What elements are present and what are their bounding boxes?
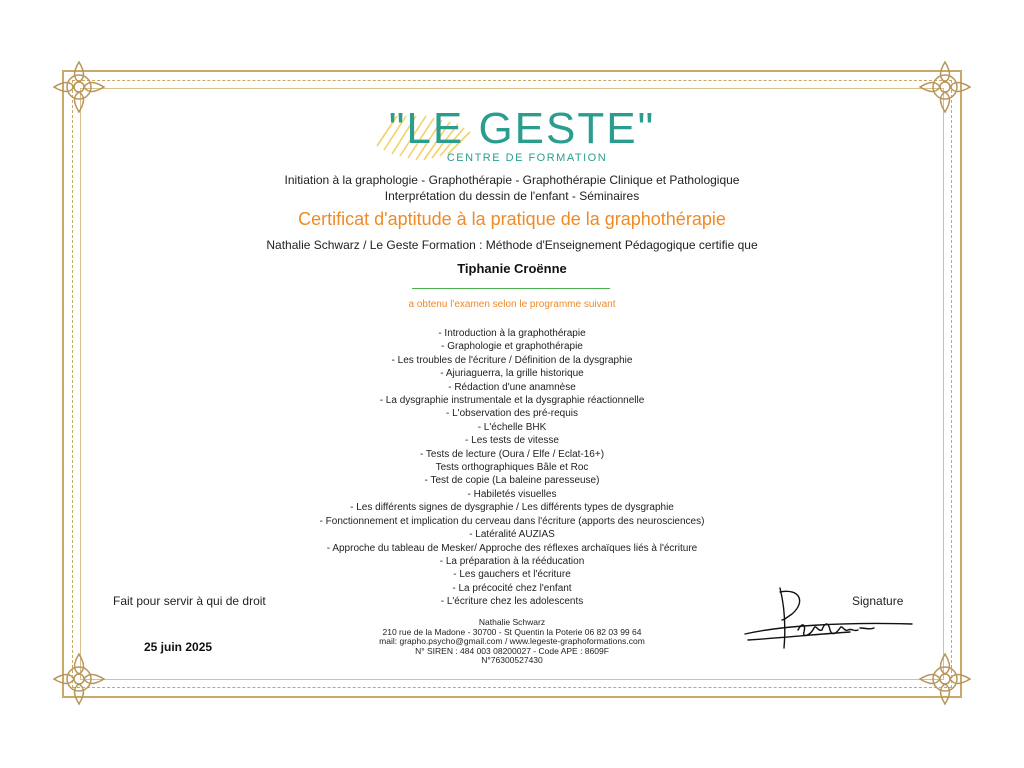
- program-item: - La précocité chez l'enfant: [452, 582, 572, 594]
- program-item: - L'observation des pré-requis: [446, 408, 578, 420]
- program-item: - L'écriture chez les adolescents: [440, 596, 584, 608]
- ornament-corner-icon: [916, 58, 974, 116]
- brand-logo: [372, 96, 672, 166]
- certificate-title: Certificat d'aptitude à la pratique de la graphothérapie: [298, 209, 726, 229]
- certifies-text: Nathalie Schwarz / Le Geste Formation : Méthode d'Enseignement Pédagogique certifie que: [266, 238, 758, 252]
- recipient-underline: [412, 288, 610, 289]
- header-line-2: Interprétation du dessin de l'enfant - Séminaires: [384, 189, 640, 203]
- footer-line: Nathalie Schwarz: [478, 617, 546, 627]
- footer-line: mail: grapho.psycho@gmail.com / www.legeste-graphoformations.com: [379, 636, 645, 647]
- program-list: [0, 327, 1024, 609]
- program-item: - Habiletés visuelles: [467, 488, 557, 500]
- program-item: - Graphologie et graphothérapie: [441, 341, 583, 353]
- program-item: - Ajuriaguerra, la grille historique: [440, 368, 584, 380]
- header-line-1: Initiation à la graphologie - Graphothérapie - Graphothérapie Clinique et Pathologique: [284, 173, 740, 187]
- program-item: - Les troubles de l'écriture / Définition de la dysgraphie: [391, 354, 633, 366]
- program-item: - Approche du tableau de Mesker/ Approche des réflexes archaïques liés à l'écriture: [326, 542, 698, 554]
- program-item: - Les gauchers et l'écriture: [453, 569, 571, 581]
- program-item: - Rédaction d'une anamnèse: [448, 381, 576, 393]
- obtained-text: a obtenu l'examen selon le programme suivant: [408, 299, 616, 310]
- program-item: - Fonctionnement et implication du cerveau dans l'écriture (apports des neurosciences): [319, 515, 705, 527]
- program-item: - Tests de lecture (Oura / Elfe / Eclat-16+): [419, 448, 605, 460]
- program-item: - Les tests de vitesse: [465, 435, 559, 447]
- signature-label: Signature: [852, 594, 904, 608]
- logo-subtitle: CENTRE DE FORMATION: [446, 152, 608, 164]
- program-item: - Les différents signes de dysgraphie / Les différents types de dysgraphie: [350, 502, 674, 514]
- footer-line: N°76300527430: [481, 655, 543, 666]
- program-item: - L'échelle BHK: [477, 421, 547, 433]
- program-item: - Latéralité AUZIAS: [469, 529, 555, 541]
- program-item: - La dysgraphie instrumentale et la dysgraphie réactionnelle: [379, 395, 645, 407]
- footer-line: N° SIREN : 484 003 08200027 - Code APE : 8609F: [415, 645, 609, 656]
- ornament-corner-icon: [50, 58, 108, 116]
- issue-date: 25 juin 2025: [144, 640, 213, 654]
- program-item: Tests orthographiques Bâle et Roc: [435, 462, 589, 474]
- footer-line: 210 rue de la Madone - 30700 - St Quentin la Poterie 06 82 03 99 64: [382, 626, 642, 637]
- footer-contact: [0, 618, 1024, 666]
- logo-title: "LE GESTE": [388, 104, 656, 153]
- program-item: - Introduction à la graphothérapie: [438, 328, 586, 339]
- recipient-name: Tiphanie Croënne: [457, 261, 567, 276]
- program-item: - La préparation à la rééducation: [439, 555, 585, 567]
- program-item: - Test de copie (La baleine paresseuse): [424, 475, 600, 487]
- fait-pour-servir: Fait pour servir à qui de droit: [113, 594, 266, 608]
